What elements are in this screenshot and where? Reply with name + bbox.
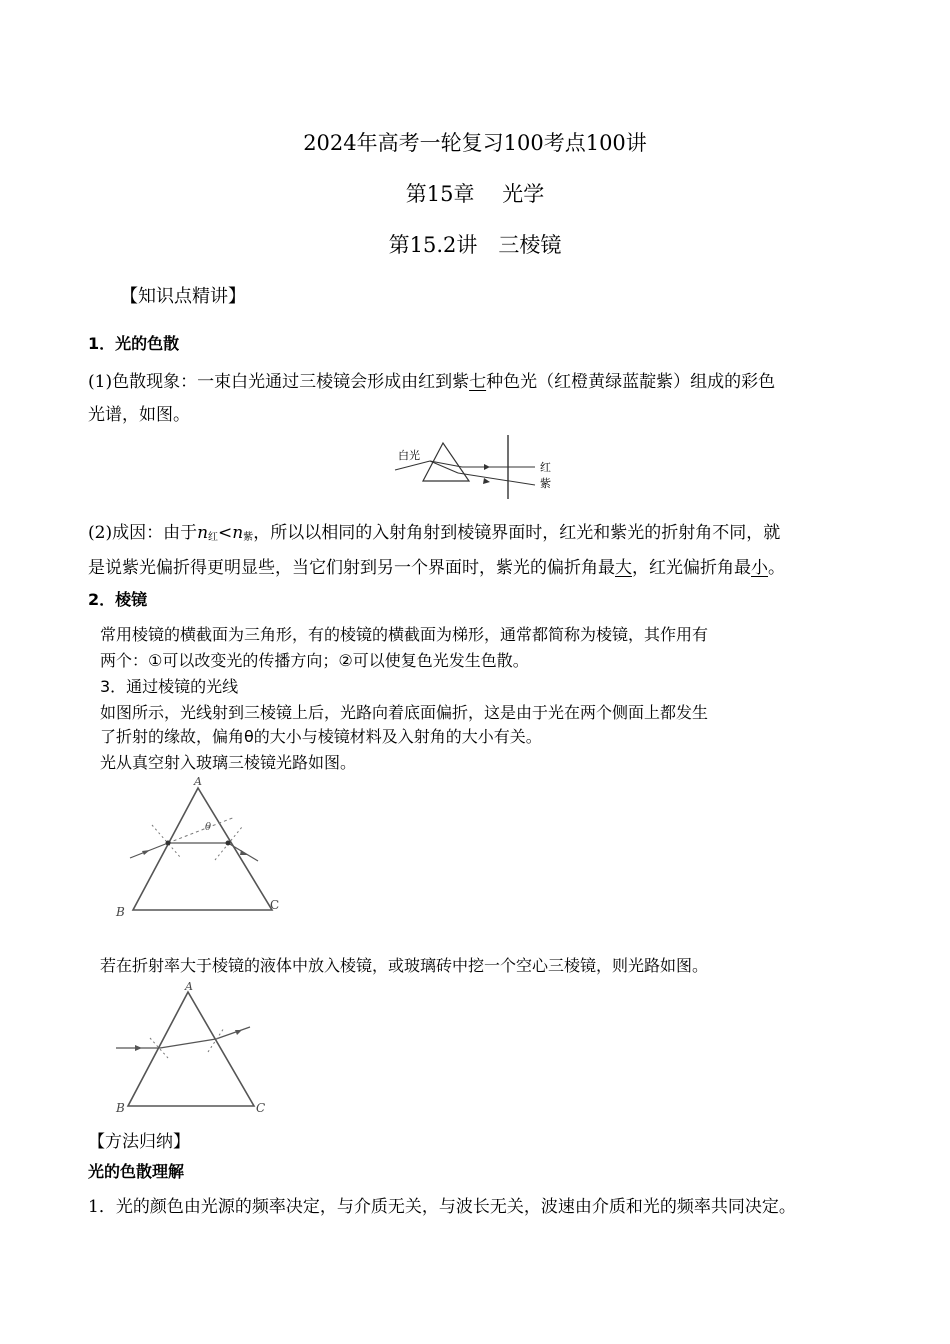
label-c: C <box>256 1101 266 1115</box>
underlined-text: 七 <box>469 372 487 392</box>
text: 。 <box>768 558 785 578</box>
underlined-text: 小 <box>751 558 768 578</box>
s3-line1: 如图所示，光线射到三棱镜上后，光路向着底面偏折，这是由于光在两个侧面上都发生 <box>100 703 709 722</box>
s3-line4: 若在折射率大于棱镜的液体中放入棱镜，或玻璃砖中挖一个空心三棱镜，则光路如图。 <box>100 956 709 975</box>
text: 种色光（红橙黄绿蓝靛紫）组成的彩色 <box>486 372 776 392</box>
knowledge-heading: 【知识点精讲】 <box>120 286 246 307</box>
label-red: 红 <box>540 461 551 474</box>
method-heading: 【方法归纳】 <box>88 1132 190 1152</box>
method-line1: 1．光的颜色由光源的频率决定，与介质无关，与波长无关，波速由介质和光的频率共同决定。 <box>88 1197 796 1217</box>
section3-heading: 3．通过棱镜的光线 <box>100 677 239 696</box>
s3-line2: 了折射的缘故，偏角θ的大小与棱镜材料及入射角的大小有关。 <box>100 727 542 746</box>
subscript: 红 <box>208 532 219 543</box>
prism-figure-vacuum <box>110 775 300 925</box>
s2-line2: 两个：①可以改变光的传播方向；②可以使复色光发生色散。 <box>100 651 529 670</box>
less-than: < <box>218 523 233 543</box>
text: ，红光偏折角最 <box>632 558 751 578</box>
label-b: B <box>116 1101 125 1115</box>
section1-heading: 1．光的色散 <box>88 334 180 353</box>
s2-line1: 常用棱镜的横截面为三角形，有的棱镜的横截面为梯形，通常都简称为棱镜，其作用有 <box>100 625 709 644</box>
prism-figure-liquid <box>110 980 280 1120</box>
underlined-text: 大 <box>615 558 632 578</box>
label-c: C <box>270 898 280 912</box>
text: (1)色散现象：一束白光通过三棱镜会形成由红到紫 <box>88 372 470 392</box>
s1-paragraph2-line2 <box>88 553 785 578</box>
s3-line3: 光从真空射入玻璃三棱镜光路如图。 <box>100 753 357 772</box>
s1-paragraph1-line1 <box>88 367 775 392</box>
symbol-n: n <box>232 523 244 543</box>
s1-paragraph2-line1 <box>88 518 780 543</box>
label-theta: θ <box>205 822 212 833</box>
section2-heading: 2．棱镜 <box>88 590 148 609</box>
method-subheading: 光的色散理解 <box>88 1162 185 1181</box>
text: (2)成因：由于 <box>88 523 198 543</box>
subscript: 紫 <box>243 532 254 543</box>
text: ，所以以相同的入射角射到棱镜界面时，红光和紫光的折射角不同，就 <box>253 523 781 543</box>
doc-title: 2024年高考一轮复习100考点100讲 <box>303 131 647 155</box>
symbol-n: n <box>197 523 209 543</box>
label-b: B <box>116 905 125 919</box>
text: 是说紫光偏折得更明显些，当它们射到另一个界面时，紫光的偏折角最 <box>88 558 615 578</box>
lecture-title: 第15.2讲 三棱镜 <box>388 233 562 257</box>
label-a: A <box>194 775 202 788</box>
label-violet: 紫 <box>540 477 551 490</box>
dispersion-figure <box>390 433 570 503</box>
chapter-title: 第15章 光学 <box>405 182 545 206</box>
s1-paragraph1-line2: 光谱，如图。 <box>88 405 190 425</box>
label-a: A <box>185 980 193 993</box>
label-white: 白光 <box>398 449 420 462</box>
